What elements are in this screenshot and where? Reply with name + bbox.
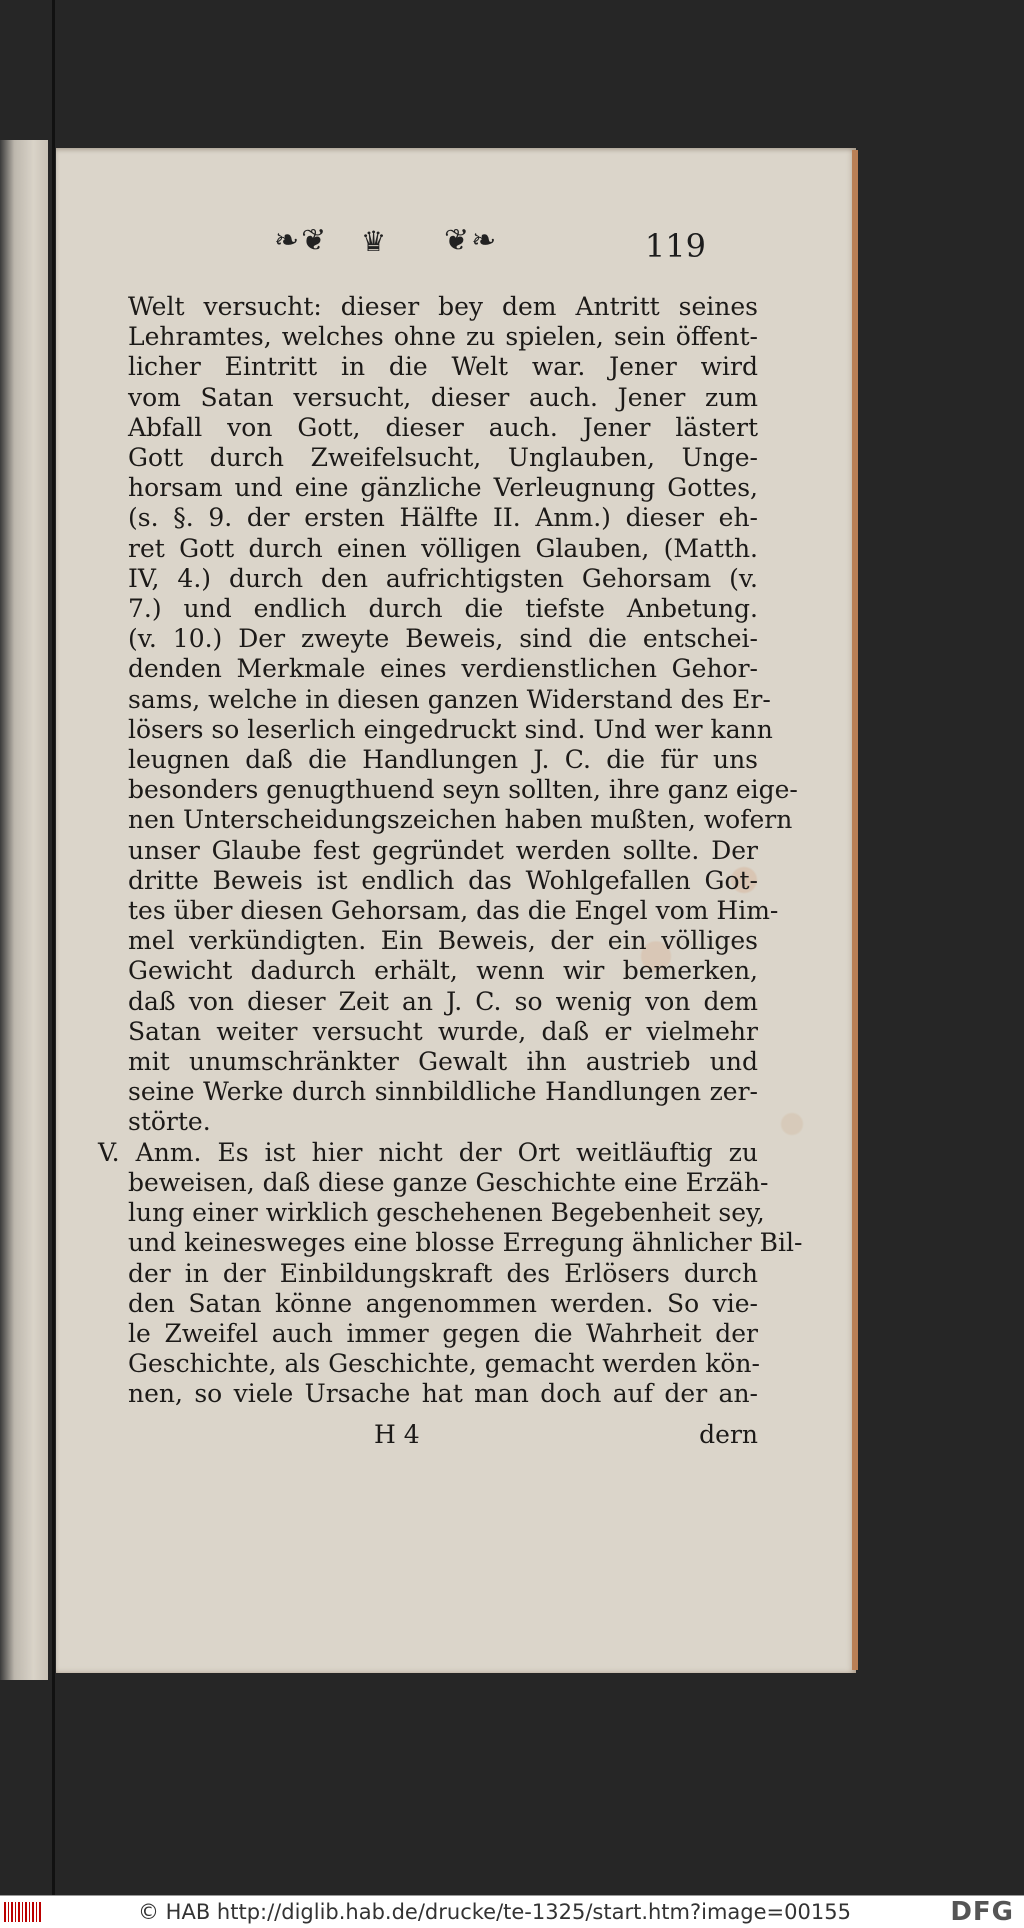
text-line: dritte Beweis ist endlich das Wohlgefallen Got- [128, 865, 758, 895]
text-line: seine Werke durch sinnbildliche Handlungen zer- [128, 1077, 758, 1107]
text-line: und keinesweges eine blosse Erregung ähnlicher Bil- [128, 1228, 803, 1258]
facing-page-edge [0, 140, 48, 1680]
text-line: Gewicht dadurch erhält, wenn wir bemerken, [128, 956, 758, 986]
text-line: störte. [128, 1107, 211, 1137]
book-spine [52, 0, 55, 1895]
text-line: besonders genugthuend seyn sollten, ihre ganz eige- [128, 775, 798, 805]
dfg-logo: DFG [950, 1897, 1014, 1927]
annotation-line: V. Anm. Es ist hier nicht der Ort weitläuftig zu [98, 1137, 758, 1167]
viewer-footer-bar [0, 1895, 1024, 1928]
ornament-right-icon: ❦❧ [444, 223, 499, 258]
page-fore-edge [852, 150, 858, 1670]
text-line: lösers so leserlich eingedruckt sind. Und wer kann [128, 714, 773, 744]
text-line: leugnen daß die Handlungen J. C. die für uns [128, 745, 758, 775]
page-header [56, 223, 856, 273]
signature-mark: H 4 [374, 1420, 420, 1449]
text-line: (s. §. 9. der ersten Hälfte II. Anm.) dieser eh- [128, 503, 758, 533]
text-line: (v. 10.) Der zweyte Beweis, sind die entschei- [128, 624, 758, 654]
text-line: denden Merkmale eines verdienstlichen Gehor- [128, 654, 758, 684]
body-text [98, 292, 803, 1410]
text-line: der in der Einbildungskraft des Erlösers durch [128, 1258, 758, 1288]
text-line: den Satan könne angenommen werden. So vie- [128, 1288, 758, 1318]
barcode-icon [4, 1902, 42, 1922]
text-line: sams, welche in diesen ganzen Widerstand des Er- [128, 684, 771, 714]
text-line: beweisen, daß diese ganze Geschichte eine Erzäh- [128, 1167, 769, 1197]
page-footer [128, 1420, 758, 1456]
copyright-link[interactable]: © HAB http://diglib.hab.de/drucke/te-1325/start.htm?image=00155 [138, 1900, 851, 1924]
text-line: le Zweifel auch immer gegen die Wahrheit der [128, 1318, 758, 1348]
text-line: nen, so viele Ursache hat man doch auf der an- [128, 1379, 758, 1409]
text-line: daß von dieser Zeit an J. C. so wenig von dem [128, 986, 758, 1016]
text-line: Abfall von Gott, dieser auch. Jener lästert [128, 412, 758, 442]
text-line: IV, 4.) durch den aufrichtigsten Gehorsam (v. [128, 563, 758, 593]
text-line: horsam und eine gänzliche Verleugnung Gottes, [128, 473, 758, 503]
text-line: unser Glaube fest gegründet werden sollte. Der [128, 835, 758, 865]
text-line: Satan weiter versucht wurde, daß er vielmehr [128, 1016, 758, 1046]
text-line: tes über diesen Gehorsam, das die Engel vom Him- [128, 896, 779, 926]
text-line: Gott durch Zweifelsucht, Unglauben, Unge- [128, 443, 758, 473]
text-line: vom Satan versucht, dieser auch. Jener zum [128, 382, 758, 412]
text-line: 7.) und endlich durch die tiefste Anbetung. [128, 594, 758, 624]
text-line: lung einer wirklich geschehenen Begebenheit sey, [128, 1198, 765, 1228]
catchword: dern [699, 1420, 758, 1449]
ornament-left-icon: ❧❦ [274, 223, 329, 258]
book-page [56, 148, 856, 1673]
text-line: Welt versucht: dieser bey dem Antritt seines [128, 292, 758, 321]
text-line: mit unumschränkter Gewalt ihn austrieb und [128, 1047, 758, 1077]
text-line: Geschichte, als Geschichte, gemacht werden kön- [128, 1349, 760, 1379]
text-line: nen Unterscheidungszeichen haben mußten, wofern [128, 805, 793, 835]
text-line: licher Eintritt in die Welt war. Jener wird [128, 352, 758, 382]
page-number: 119 [644, 227, 706, 265]
ornament-crown-icon: ♛ [361, 225, 389, 258]
text-line: ret Gott durch einen völligen Glauben, (Matth. [128, 533, 758, 563]
text-line: Lehramtes, welches ohne zu spielen, sein öffent- [128, 322, 758, 352]
text-line: mel verkündigten. Ein Beweis, der ein völliges [128, 926, 758, 956]
